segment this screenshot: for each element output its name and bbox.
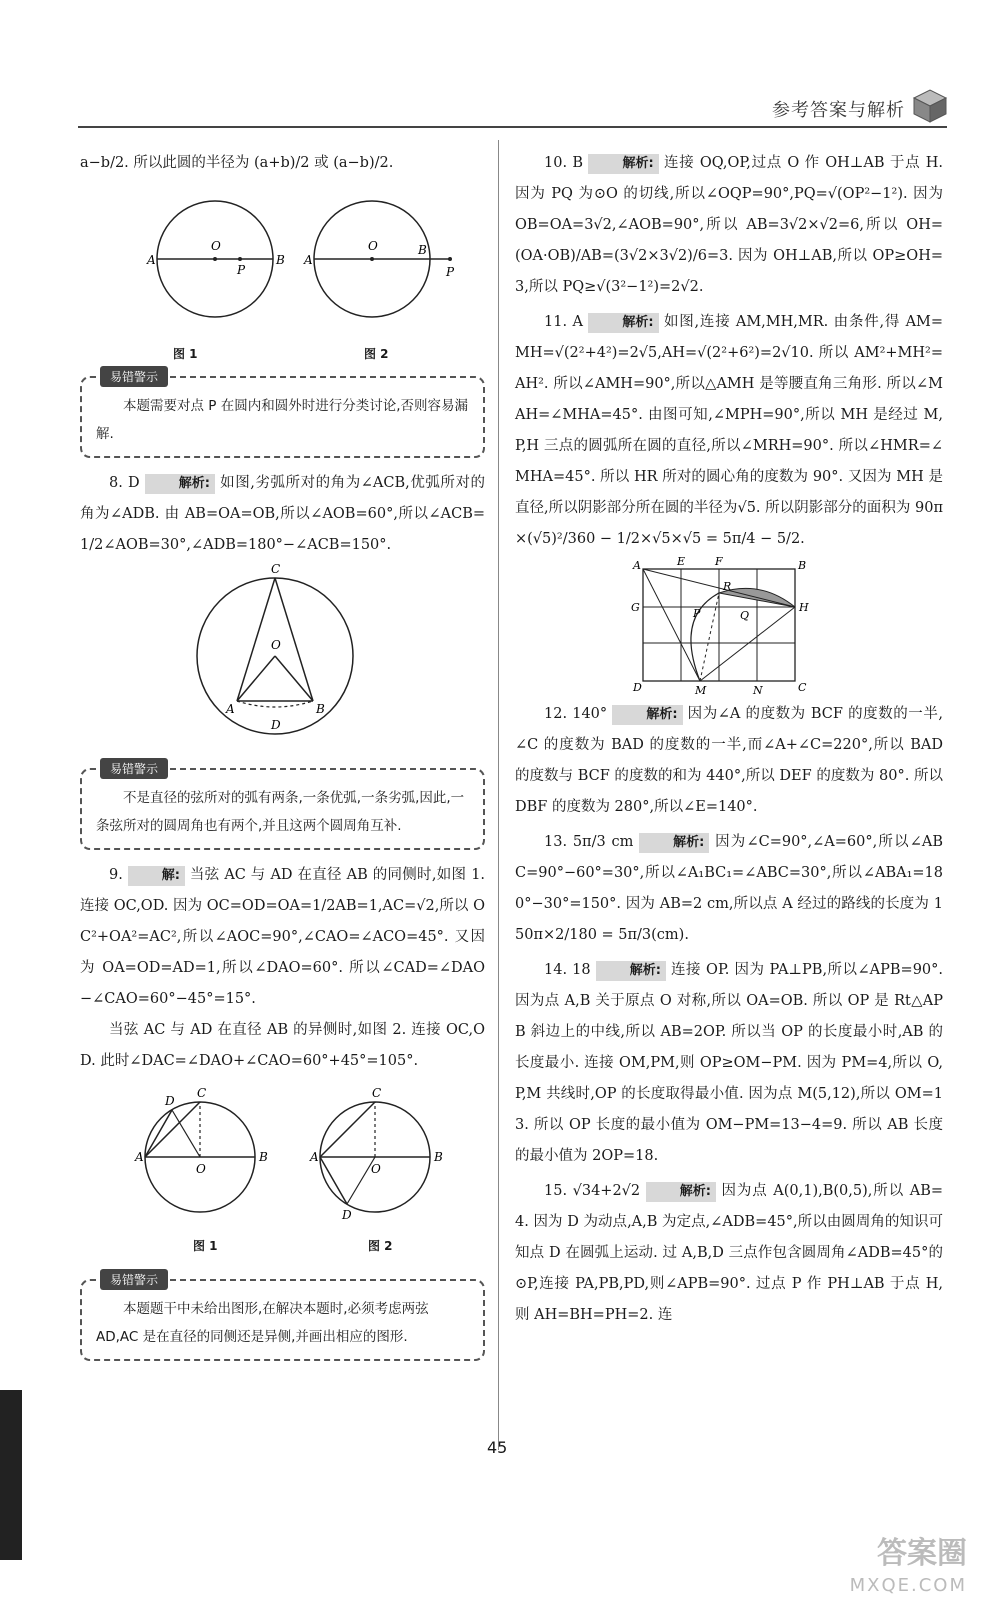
- fig2-label-b: B: [418, 243, 427, 257]
- cube-logo-icon: [910, 84, 950, 124]
- warning-text-2: 不是直径的弦所对的弧有两条,一条优弧,一条劣弧,因此,一条弦所对的圆周角也有两个,并且这两个圆周角互补.: [96, 790, 465, 834]
- fig1-label-o: O: [211, 239, 221, 253]
- figure-q9-same-side: [105, 1077, 295, 1237]
- header-rule: [78, 126, 947, 128]
- q14-jiexi-label: 解析:: [596, 961, 666, 981]
- fig11-label-g: G: [631, 601, 640, 614]
- fig11-label-b: B: [798, 559, 807, 572]
- fig8-label-d: D: [271, 718, 281, 732]
- warning-tag: 易错警示: [100, 758, 168, 779]
- warning-tag: 易错警示: [100, 366, 168, 387]
- fig11-label-h: H: [799, 601, 809, 614]
- fig11-label-c: C: [798, 681, 807, 694]
- q11-text: 如图,连接 AM,MH,MR. 由条件,得 AM=MH=√(2²+4²)=2√5,AH=√(2²+6²)=2√10. 所以 AM²+MH²=AH². 所以∠AMH=90°,所以△AMH 是等腰直角三角形. 所以∠MAH=∠MHA=45°. 由图可知,∠MPH=90°,所以 MH 是经过 M,P,H 三点的圆弧所在圆的直径,所以∠MRH=90°. 所以∠HMR=∠MHA=45°. 所以 HR 所对的圆心角的度数为 90°. 又因为 MH 是直径,所以阴影部分所在圆的半径为√5. 所以阴影部分的面积为 90π×(√5)²/360 − 1/2×√5×√5 = 5π/4 − 5/2.: [515, 314, 944, 547]
- fig9b-label-a: A: [310, 1150, 319, 1164]
- watermark-logo: 答案圈: [877, 1536, 967, 1571]
- q13-text: 因为∠C=90°,∠A=60°,所以∠ABC=90°−60°=30°,所以∠A₁BC₁=∠ABC=30°,所以∠ABA₁=180°−30°=150°. 因为 AB=2 cm,所以点 A 经过的路线的长度为 150π×2/180 = 5π/3(cm).: [515, 834, 944, 943]
- q13-answer: [515, 827, 943, 951]
- q13-number: 13. 5π/3 cm: [544, 834, 634, 850]
- figure-q8-circle: [80, 561, 485, 746]
- fig8-label-a: A: [226, 702, 235, 716]
- q9-figures: [80, 1077, 485, 1257]
- page-number: 45: [487, 1438, 508, 1457]
- fig9a-label-d: D: [165, 1094, 175, 1108]
- q10-text: 连接 OQ,OP,过点 O 作 OH⊥AB 于点 H. 因为 PQ 为⊙O 的切线,所以∠OQP=90°,PQ=√(OP²−1²). 因为 OB=OA=3√2,∠AOB=90°,所以 AB=3√2×√2=6,所以 OH=(OA·OB)/AB=(3√2×3√2)/6=3. 因为 OH⊥AB,所以 OP≥OH=3,所以 PQ≥√(3²−1²)=2√2.: [515, 155, 944, 295]
- column-divider: [498, 140, 499, 1450]
- q9-jie-label: 解:: [128, 866, 185, 886]
- fig2-label-a: A: [304, 253, 313, 267]
- fig8-label-o: O: [271, 638, 281, 652]
- fig9a-caption: 图 1: [193, 1239, 218, 1253]
- fig1-label-a: A: [147, 253, 156, 267]
- fig11-label-m: M: [695, 684, 707, 697]
- q8-jiexi-label: 解析:: [145, 474, 215, 494]
- q15-text: 因为点 A(0,1),B(0,5),所以 AB=4. 因为 D 为动点,A,B 为定点,∠ADB=45°,所以由圆周角的知识可知点 D 在圆弧上运动. 过 A,B,D 三点作包含圆周角∠ADB=45°的⊙P,连接 PA,PB,PD,则∠APB=90°. 过点 P 作 PH⊥AB 于点 H,则 AH=BH=PH=2. 连: [515, 1183, 944, 1323]
- fig1-label-p: P: [237, 263, 246, 277]
- q10-answer: [515, 148, 943, 303]
- q9-text-b: 当弦 AC 与 AD 在直径 AB 的异侧时,如图 2. 连接 OC,OD. 此时∠DAC=∠DAO+∠CAO=60°+45°=105°.: [80, 1022, 485, 1069]
- q7-figures: [80, 179, 485, 361]
- q13-jiexi-label: 解析:: [639, 833, 709, 853]
- fig11-label-e: E: [677, 557, 686, 568]
- q11-jiexi-label: 解析:: [588, 313, 658, 333]
- q14-text: 连接 OP. 因为 PA⊥PB,所以∠APB=90°. 因为点 A,B 关于原点 O 对称,所以 OA=OB. 所以 OP 是 Rt△APB 斜边上的中线,所以 AB=2OP. 所以当 OP 的长度最小时,AB 的长度最小. 连接 OM,PM,则 OP≥OM−PM. 因为 PM=4,所以 O,P,M 共线时,OP 的长度取得最小值. 因为点 M(5,12),所以 OM=13. 所以 OP 长度的最小值为 OM−PM=13−4=9. 所以 AB 长度的最小值为 2OP=18.: [515, 962, 944, 1164]
- fig9a-label-c: C: [197, 1086, 207, 1100]
- fig1-caption: 图 1: [173, 347, 198, 361]
- fig11-label-q: Q: [740, 609, 750, 622]
- figure-q11-grid: [515, 557, 943, 697]
- warning-text-3: 本题题干中未给出图形,在解决本题时,必须考虑两弦 AD,AC 是在直径的同侧还是异侧,并画出相应的图形.: [96, 1301, 429, 1345]
- header-title: 参考答案与解析: [772, 100, 905, 121]
- fig9b-caption: 图 2: [368, 1239, 393, 1253]
- watermark-url: MXQE.COM: [849, 1575, 967, 1596]
- fig2-label-o: O: [368, 239, 378, 253]
- fig2-label-p: P: [446, 265, 455, 279]
- warning-box-2: [80, 762, 485, 850]
- q14-answer: [515, 955, 943, 1172]
- q9-answer-a: [80, 860, 485, 1015]
- warning-box-1: [80, 370, 485, 458]
- q8-number: 8. D: [109, 475, 140, 491]
- fig9b-label-c: C: [372, 1086, 382, 1100]
- page-header: [0, 0, 995, 135]
- q12-jiexi-label: 解析:: [612, 705, 682, 725]
- fig9b-label-o: O: [371, 1162, 381, 1176]
- fig9a-label-o: O: [196, 1162, 206, 1176]
- warning-text-1: 本题需要对点 P 在圆内和圆外时进行分类讨论,否则容易漏解.: [96, 398, 469, 442]
- q15-answer: [515, 1176, 943, 1331]
- q10-jiexi-label: 解析:: [588, 154, 658, 174]
- q15-jiexi-label: 解析:: [646, 1182, 716, 1202]
- intro-text: a−b/2. 所以此圆的半径为 (a+b)/2 或 (a−b)/2.: [80, 155, 394, 171]
- left-column: [80, 148, 485, 1371]
- q14-number: 14. 18: [544, 962, 591, 978]
- q8-answer: [80, 468, 485, 561]
- fig1-label-b: B: [276, 253, 285, 267]
- fig8-label-c: C: [271, 562, 281, 576]
- q10-number: 10. B: [544, 155, 584, 171]
- q9-number: 9.: [109, 867, 123, 883]
- binding-edge: [0, 1390, 22, 1560]
- fig9b-label-b: B: [434, 1150, 443, 1164]
- figure-1-circle-p-inside: [115, 184, 315, 334]
- fig11-label-n: N: [753, 684, 763, 697]
- fig11-label-p: P: [693, 607, 701, 620]
- q12-number: 12. 140°: [544, 706, 608, 722]
- fig9b-label-d: D: [342, 1208, 352, 1222]
- fig2-caption: 图 2: [364, 347, 389, 361]
- fig9a-label-a: A: [135, 1150, 144, 1164]
- figure-2-circle-p-outside: [300, 184, 480, 334]
- q11-answer: [515, 307, 943, 555]
- q12-answer: [515, 699, 943, 823]
- q8-text: 如图,劣弧所对的角为∠ACB,优弧所对的角为∠ADB. 由 AB=OA=OB,所以∠AOB=60°,所以∠ACB=1/2∠AOB=30°,∠ADB=180°−∠ACB=150°.: [80, 475, 486, 553]
- fig9a-label-b: B: [259, 1150, 268, 1164]
- fig11-label-a: A: [633, 559, 641, 572]
- fig11-label-f: F: [715, 557, 723, 568]
- right-column: [515, 148, 943, 1331]
- q15-number: 15. √34+2√2: [544, 1183, 641, 1199]
- fig11-label-d: D: [633, 681, 642, 694]
- warning-box-3: [80, 1273, 485, 1361]
- warning-tag: 易错警示: [100, 1269, 168, 1290]
- q9-text-a: 当弦 AC 与 AD 在直径 AB 的同侧时,如图 1. 连接 OC,OD. 因为 OC=OD=OA=1/2AB=1,AC=√2,所以 OC²+OA²=AC²,所以∠AOC=90°,∠CAO=∠ACO=45°. 又因为 OA=OD=AD=1,所以∠DAO=60°. 所以∠CAD=∠DAO−∠CAO=60°−45°=15°.: [80, 867, 486, 1007]
- fig8-label-b: B: [316, 702, 325, 716]
- q11-number: 11. A: [544, 314, 583, 330]
- q12-text: 因为∠A 的度数为 BCF 的度数的一半,∠C 的度数为 BAD 的度数的一半,而∠A+∠C=220°,所以 BAD 的度数与 BCF 的度数的和为 440°,所以 DEF 的度数为 80°. 所以 DBF 的度数为 280°,所以∠E=140°.: [515, 706, 943, 815]
- figure-q9-opposite-side: [290, 1077, 480, 1252]
- fig11-label-r: R: [723, 580, 732, 593]
